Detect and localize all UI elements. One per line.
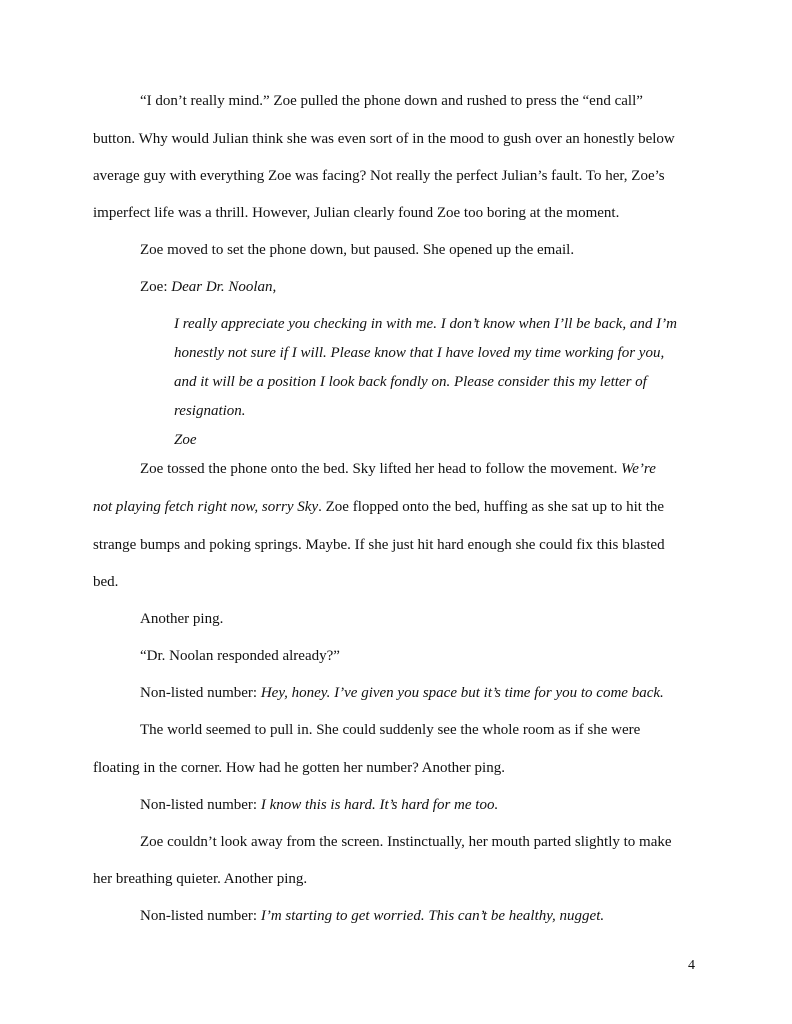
email-signature: Zoe <box>174 432 197 448</box>
message-text: Hey, honey. I’ve given you space but it’s time for you to come back. <box>260 685 664 701</box>
text-line <box>140 796 498 814</box>
email-salutation: Dear Dr. Noolan, <box>171 279 277 295</box>
speaker-label: Non-listed number: <box>140 908 261 924</box>
email-line: and it will be a position I look back fondly on. Please consider this my letter of <box>174 374 647 390</box>
text-line: floating in the corner. How had he gotten her number? Another ping. <box>93 760 505 776</box>
text-line <box>140 278 276 296</box>
text-line: her breathing quieter. Another ping. <box>93 871 308 887</box>
email-line: I really appreciate you checking in with me. I don’t know when I’ll be back, and I’m <box>174 316 677 332</box>
text-line: “I don’t really mind.” Zoe pulled the phone down and rushed to press the “end call” <box>140 93 643 109</box>
message-text: I know this is hard. It’s hard for me too. <box>260 797 499 813</box>
email-line: honestly not sure if I will. Please know that I have loved my time working for you, <box>174 345 665 361</box>
text-line: button. Why would Julian think she was even sort of in the mood to gush over an honestly below <box>93 131 675 147</box>
email-line: resignation. <box>174 403 246 419</box>
text-line: The world seemed to pull in. She could suddenly see the whole room as if she were <box>140 722 641 738</box>
speaker-label: Non-listed number: <box>140 797 261 813</box>
text-line: Zoe moved to set the phone down, but paused. She opened up the email. <box>140 242 575 258</box>
message-text: I’m starting to get worried. This can’t be healthy, nugget. <box>260 908 605 924</box>
text-line <box>140 907 604 925</box>
text-line: imperfect life was a thrill. However, Julian clearly found Zoe too boring at the moment. <box>93 205 620 221</box>
text-line: “Dr. Noolan responded already?” <box>140 648 340 664</box>
text-line: strange bumps and poking springs. Maybe. If she just hit hard enough she could fix this blasted <box>93 537 665 553</box>
speaker-label: Zoe: <box>140 279 172 295</box>
text-line: Zoe couldn’t look away from the screen. Instinctually, her mouth parted slightly to make <box>140 834 672 850</box>
text-line <box>140 684 664 702</box>
text-line: bed. <box>93 574 119 590</box>
text-line: Zoe tossed the phone onto the bed. Sky lifted her head to follow the movement. We’re <box>140 461 656 477</box>
text-line: Another ping. <box>140 611 224 627</box>
text-line: average guy with everything Zoe was facing? Not really the perfect Julian’s fault. To her, Zoe’s <box>93 168 665 184</box>
page-number: 4 <box>688 958 695 973</box>
text-line: not playing fetch right now, sorry Sky. Zoe flopped onto the bed, huffing as she sat up to hit the <box>93 499 665 515</box>
speaker-label: Non-listed number: <box>140 685 261 701</box>
